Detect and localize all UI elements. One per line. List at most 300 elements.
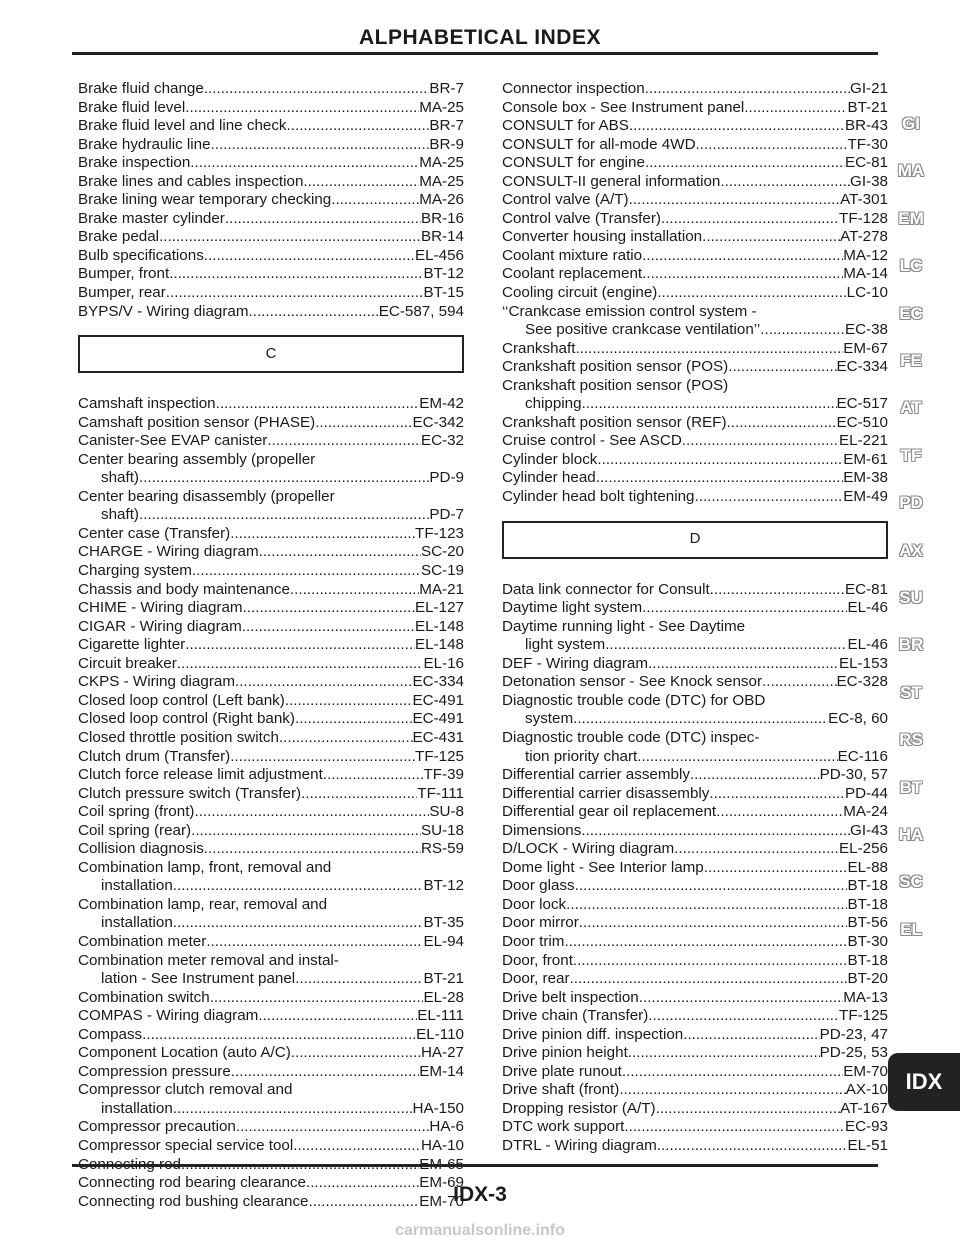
section-tab[interactable]: HA <box>898 825 924 844</box>
index-entry[interactable] <box>78 933 464 952</box>
active-section-tab[interactable]: IDX <box>888 1053 960 1111</box>
index-entry[interactable] <box>78 859 464 896</box>
index-entry[interactable] <box>502 80 888 99</box>
dot-leader <box>573 710 828 729</box>
entry-title-line: Diagnostic trouble code (DTC) inspec- <box>502 728 760 746</box>
section-tab[interactable]: SU <box>899 588 923 607</box>
entry-title: CONSULT for engine <box>502 154 645 172</box>
entry-title: Cruise control - See ASCD <box>502 432 682 450</box>
index-entry[interactable] <box>78 599 464 618</box>
page-reference: SU-18 <box>420 821 464 839</box>
dot-leader <box>142 1026 416 1045</box>
dot-leader <box>605 636 847 655</box>
entry-title: Differential gear oil replacement <box>502 803 717 821</box>
index-entry[interactable] <box>78 247 464 266</box>
section-tab[interactable]: RS <box>899 730 923 750</box>
entry-title: CHARGE - Wiring diagram <box>78 543 259 561</box>
entry-title: COMPAS - Wiring diagram <box>78 1007 259 1025</box>
index-entry[interactable] <box>78 636 464 655</box>
entry-title: Camshaft position sensor (PHASE) <box>78 413 316 431</box>
dot-leader <box>642 247 843 266</box>
page-reference: SC-20 <box>420 543 464 561</box>
index-entry[interactable] <box>78 303 464 322</box>
page-reference: EL-153 <box>839 654 888 672</box>
entry-title: Dimensions <box>502 821 582 839</box>
entry-title: Door trim <box>502 932 565 950</box>
page-reference: EL-46 <box>847 636 888 654</box>
index-entry[interactable] <box>502 432 888 451</box>
index-entry[interactable] <box>502 933 888 952</box>
page-reference: EM-14 <box>419 1062 464 1080</box>
entry-title: Coil spring (front) <box>78 803 195 821</box>
section-tab[interactable]: EL <box>900 919 922 939</box>
dot-leader <box>645 154 845 173</box>
index-entry[interactable] <box>78 581 464 600</box>
index-entry[interactable] <box>78 117 464 136</box>
dot-leader <box>291 1044 421 1063</box>
index-entry[interactable] <box>502 1100 888 1119</box>
entry-title-line: ‘‘Crankcase emission control system - <box>502 302 757 320</box>
page-reference: BT-21 <box>847 98 888 116</box>
section-tab[interactable]: FE <box>900 351 922 370</box>
index-entry[interactable] <box>502 692 888 729</box>
page-reference: MA-21 <box>419 580 464 598</box>
dot-leader <box>695 488 844 507</box>
index-entry[interactable] <box>502 154 888 173</box>
index-entry[interactable] <box>78 692 464 711</box>
dot-leader <box>290 581 419 600</box>
index-entry[interactable] <box>502 952 888 971</box>
dot-leader <box>622 1063 843 1082</box>
index-entry[interactable] <box>78 265 464 284</box>
entry-title: DEF - Wiring diagram <box>502 654 648 672</box>
entry-title: Brake pedal <box>78 228 160 246</box>
index-entry[interactable] <box>502 655 888 674</box>
index-entry[interactable] <box>502 729 888 766</box>
index-entry[interactable] <box>78 896 464 933</box>
page-reference: MA-25 <box>419 154 464 172</box>
dot-leader <box>285 692 413 711</box>
entry-title: Drive pinion diff. inspection <box>502 1025 684 1043</box>
entry-title: Cigarette lighter <box>78 636 186 654</box>
page-header: ALPHABETICAL INDEX <box>359 26 601 49</box>
page-reference: EM-61 <box>843 450 888 468</box>
entry-title-line: Combination lamp, rear, removal and <box>78 895 328 913</box>
page-reference: EL-94 <box>423 932 464 950</box>
page-reference: BT-21 <box>423 970 464 988</box>
index-entry[interactable] <box>78 395 464 414</box>
index-entry[interactable] <box>502 1081 888 1100</box>
dot-leader <box>225 210 421 229</box>
entry-title: Brake fluid level <box>78 98 186 116</box>
index-entry[interactable] <box>78 618 464 637</box>
dot-leader <box>192 562 421 581</box>
dot-leader <box>249 303 379 322</box>
page-reference: EC-491 <box>412 710 464 728</box>
index-entry[interactable] <box>502 766 888 785</box>
section-tab[interactable]: AX <box>899 540 923 560</box>
index-entry[interactable] <box>502 136 888 155</box>
index-entry[interactable] <box>78 191 464 210</box>
page-reference: GI-43 <box>850 821 888 839</box>
dot-leader <box>629 191 841 210</box>
index-entry[interactable] <box>502 581 888 600</box>
index-entry[interactable] <box>78 414 464 433</box>
section-tab[interactable]: ST <box>900 682 922 702</box>
index-entry[interactable] <box>78 748 464 767</box>
page-reference: EM-67 <box>843 339 888 357</box>
section-tab[interactable]: MA <box>897 161 925 181</box>
index-entry[interactable] <box>502 1063 888 1082</box>
page-reference: GI-21 <box>850 80 888 97</box>
index-entry[interactable] <box>78 154 464 173</box>
header-rule <box>72 52 878 55</box>
dot-leader <box>231 1063 419 1082</box>
page-reference: RS-59 <box>420 840 464 858</box>
page-reference: EC-93 <box>844 1118 888 1136</box>
page-reference: EL-88 <box>847 858 888 876</box>
dot-leader <box>619 1081 845 1100</box>
entry-title: Cylinder head bolt tightening <box>502 488 695 506</box>
entry-title: Console box - See Instrument panel <box>502 98 745 116</box>
dot-leader <box>596 469 844 488</box>
entry-title: See positive crankcase ventilation’’ <box>525 321 761 339</box>
dot-leader <box>716 803 843 822</box>
index-entry[interactable] <box>502 840 888 859</box>
section-tab[interactable]: AT <box>900 398 922 418</box>
index-entry[interactable] <box>78 710 464 729</box>
page-reference: MA-24 <box>843 803 888 821</box>
index-entry[interactable] <box>78 284 464 303</box>
entry-title: Crankshaft position sensor (POS) <box>502 358 729 376</box>
index-entry[interactable] <box>78 1044 464 1063</box>
index-entry[interactable] <box>502 284 888 303</box>
dot-leader <box>728 358 836 377</box>
index-entry[interactable] <box>78 1026 464 1045</box>
dot-leader <box>191 822 421 841</box>
entry-title: Coolant mixture ratio <box>502 246 643 264</box>
dot-leader <box>293 1137 421 1156</box>
index-entry[interactable] <box>78 840 464 859</box>
index-entry[interactable] <box>502 877 888 896</box>
index-entry[interactable] <box>502 228 888 247</box>
section-tab[interactable]: BT <box>899 777 923 797</box>
dot-leader <box>690 766 820 785</box>
index-entry[interactable] <box>78 989 464 1008</box>
page-reference: EC-328 <box>836 673 888 691</box>
index-entry[interactable] <box>502 210 888 229</box>
entry-title: Control valve (Transfer) <box>502 209 661 227</box>
page-reference: GI-38 <box>850 172 888 190</box>
page-reference: HA-10 <box>420 1136 464 1154</box>
entry-title: Drive plate runout <box>502 1062 622 1080</box>
index-column-right <box>502 80 888 1156</box>
entry-title: Differential carrier assembly <box>502 766 690 784</box>
entry-title: installation <box>101 1099 173 1117</box>
dot-leader <box>177 655 424 674</box>
dot-leader <box>173 914 424 933</box>
entry-title: Camshaft inspection <box>78 395 216 413</box>
index-entry[interactable] <box>78 822 464 841</box>
page-reference: AT-167 <box>840 1099 888 1117</box>
index-entry[interactable] <box>78 655 464 674</box>
entry-title-line: Combination meter removal and instal- <box>78 951 339 969</box>
page-reference: MA-25 <box>419 172 464 190</box>
index-entry[interactable] <box>502 618 888 655</box>
entry-title: Connector inspection <box>502 80 645 97</box>
index-entry[interactable] <box>78 136 464 155</box>
entry-title: Door mirror <box>502 914 579 932</box>
dot-leader <box>582 395 837 414</box>
entry-title-line: Crankshaft position sensor (POS) <box>502 376 729 394</box>
page-reference: TF-125 <box>415 747 464 765</box>
page-reference: TF-123 <box>415 524 464 542</box>
entry-title: Crankshaft <box>502 339 576 357</box>
dot-leader <box>295 970 423 989</box>
dot-leader <box>211 136 430 155</box>
dot-leader <box>642 265 843 284</box>
index-entry[interactable] <box>78 952 464 989</box>
entry-title: CHIME - Wiring diagram <box>78 599 243 617</box>
page-reference: BT-18 <box>847 895 888 913</box>
section-tab[interactable]: BR <box>898 635 924 655</box>
entry-title: installation <box>101 877 173 895</box>
dot-leader <box>702 228 840 247</box>
page-reference: BR-16 <box>420 209 464 227</box>
entry-title: CKPS - Wiring diagram <box>78 673 235 691</box>
dot-leader <box>575 877 848 896</box>
entry-title: CONSULT for all-mode 4WD <box>502 135 696 153</box>
entry-title: Connecting rod bearing clearance <box>78 1174 306 1192</box>
index-entry[interactable] <box>502 1137 888 1156</box>
index-entry[interactable] <box>502 1007 888 1026</box>
entry-title: Door, rear <box>502 970 570 988</box>
page-reference: BT-20 <box>847 970 888 988</box>
entry-title: Dropping resistor (A/T) <box>502 1099 656 1117</box>
page-reference: BT-35 <box>423 914 464 932</box>
page-reference: BR-14 <box>420 228 464 246</box>
entry-title-line: Daytime running light - See Daytime <box>502 617 746 635</box>
entry-title: system <box>525 710 574 728</box>
entry-title: D/LOCK - Wiring diagram <box>502 840 675 858</box>
dot-leader <box>303 173 419 192</box>
index-entry[interactable] <box>502 785 888 804</box>
index-entry[interactable] <box>502 989 888 1008</box>
entry-title: Component Location (auto A/C) <box>78 1044 291 1062</box>
entry-title: Connecting rod bushing clearance <box>78 1192 309 1210</box>
page-reference: EL-148 <box>415 617 464 635</box>
dot-leader <box>139 506 429 525</box>
dot-leader <box>323 766 424 785</box>
dot-leader <box>216 395 420 414</box>
index-entry[interactable] <box>78 1137 464 1156</box>
index-entry[interactable] <box>502 173 888 192</box>
index-entry[interactable] <box>78 488 464 525</box>
index-entry[interactable] <box>502 303 888 340</box>
dot-leader <box>575 340 843 359</box>
dot-leader <box>206 933 423 952</box>
entry-title: Dome light - See Interior lamp <box>502 858 704 876</box>
entry-title: Door lock <box>502 895 567 913</box>
dot-leader <box>331 191 419 210</box>
index-entry[interactable] <box>502 247 888 266</box>
index-entry[interactable] <box>78 173 464 192</box>
page-reference: EL-127 <box>415 599 464 617</box>
section-tab[interactable]: LC <box>899 256 923 276</box>
dot-leader <box>204 80 430 99</box>
page-reference: PD-30, 57 <box>819 766 888 784</box>
index-entry[interactable] <box>78 785 464 804</box>
index-entry[interactable] <box>502 859 888 878</box>
page-reference: EC-81 <box>844 154 888 172</box>
index-entry[interactable] <box>502 970 888 989</box>
dot-leader <box>166 284 424 303</box>
page-reference: EM-49 <box>843 488 888 506</box>
page-reference: EC-517 <box>836 395 888 413</box>
index-entry[interactable] <box>502 265 888 284</box>
entry-title: Combination meter <box>78 932 207 950</box>
entry-title: Brake master cylinder <box>78 209 225 227</box>
index-entry[interactable] <box>502 414 888 433</box>
page-number: IDX-3 <box>453 1183 507 1206</box>
dot-leader <box>674 840 839 859</box>
index-entry[interactable] <box>78 451 464 488</box>
index-entry[interactable] <box>502 599 888 618</box>
index-entry[interactable] <box>502 822 888 841</box>
page-reference: EL-148 <box>415 636 464 654</box>
dot-leader <box>704 859 848 878</box>
index-entry[interactable] <box>78 1007 464 1026</box>
dot-leader <box>190 154 419 173</box>
index-entry[interactable] <box>502 358 888 377</box>
section-tab[interactable]: EC <box>899 303 923 323</box>
page-reference: BT-18 <box>847 951 888 969</box>
entry-title: Cooling circuit (engine) <box>502 284 658 302</box>
entry-title: BYPS/V - Wiring diagram <box>78 302 249 320</box>
index-entry[interactable] <box>78 99 464 118</box>
section-tab[interactable]: TF <box>900 445 922 465</box>
dot-leader <box>579 914 848 933</box>
section-tab[interactable]: PD <box>899 493 923 513</box>
index-entry[interactable] <box>502 1118 888 1137</box>
dot-leader <box>656 1100 841 1119</box>
index-entry[interactable] <box>78 766 464 785</box>
dot-leader <box>570 970 848 989</box>
index-entry[interactable] <box>78 1118 464 1137</box>
entry-title: Clutch force release limit adjustment <box>78 766 323 784</box>
entry-title: Brake inspection <box>78 154 191 172</box>
index-entry[interactable] <box>78 228 464 247</box>
index-entry[interactable] <box>78 1063 464 1082</box>
page-reference: TF-30 <box>847 135 888 153</box>
index-entry[interactable] <box>78 562 464 581</box>
entry-title: Charging system <box>78 562 192 580</box>
dot-leader <box>624 1118 845 1137</box>
entry-title: Chassis and body maintenance <box>78 580 290 598</box>
page-reference: EM-70 <box>843 1062 888 1080</box>
dot-leader <box>710 581 845 600</box>
page-reference: BT-12 <box>423 877 464 895</box>
page-reference: EL-28 <box>423 988 464 1006</box>
section-tab[interactable]: GI <box>902 114 920 133</box>
section-tab[interactable]: EM <box>898 208 924 228</box>
page-reference: TF-125 <box>839 1007 888 1025</box>
index-entry[interactable] <box>78 432 464 451</box>
dot-leader <box>564 933 847 952</box>
index-entry[interactable] <box>502 340 888 359</box>
entry-title: shaft) <box>101 506 139 524</box>
watermark: carmanualsonline.info <box>395 1222 565 1239</box>
index-entry[interactable] <box>78 803 464 822</box>
index-entry[interactable] <box>78 729 464 748</box>
index-entry[interactable] <box>502 451 888 470</box>
index-entry[interactable] <box>78 673 464 692</box>
page-reference: AT-278 <box>840 228 888 246</box>
index-entry[interactable] <box>502 896 888 915</box>
index-entry[interactable] <box>502 1044 888 1063</box>
dot-leader <box>230 525 415 544</box>
dot-leader <box>267 432 421 451</box>
index-column-left <box>78 80 464 1211</box>
page-reference: TF-39 <box>423 766 464 784</box>
index-entry[interactable] <box>502 488 888 507</box>
index-entry[interactable] <box>502 117 888 136</box>
page-reference: BT-56 <box>847 914 888 932</box>
page-reference: EC-334 <box>412 673 464 691</box>
index-entry[interactable] <box>78 1081 464 1118</box>
index-entry[interactable] <box>502 1026 888 1045</box>
page-reference: EC-587, 594 <box>378 302 464 320</box>
dot-leader <box>173 1100 413 1119</box>
entry-title: Door glass <box>502 877 575 895</box>
index-entry[interactable] <box>502 914 888 933</box>
index-entry[interactable] <box>502 99 888 118</box>
index-entry[interactable] <box>78 543 464 562</box>
entry-title: Bumper, rear <box>78 284 166 302</box>
index-entry[interactable] <box>502 803 888 822</box>
entry-title: Coolant replacement <box>502 265 643 283</box>
entry-title: Differential carrier disassembly <box>502 784 710 802</box>
entry-title-line: Center bearing assembly (propeller <box>78 450 316 468</box>
index-entry[interactable] <box>502 673 888 692</box>
section-tab[interactable]: SC <box>899 872 923 892</box>
entry-title-line: Center bearing disassembly (propeller <box>78 487 335 505</box>
entry-title: Compressor precaution <box>78 1118 236 1136</box>
index-entry[interactable] <box>502 469 888 488</box>
index-entry[interactable] <box>502 377 888 414</box>
entry-title: Door, front <box>502 951 573 969</box>
entry-title: Data link connector for Consult <box>502 580 710 598</box>
index-entry[interactable] <box>78 210 464 229</box>
page-reference: BR-7 <box>429 117 464 135</box>
dot-leader <box>204 247 415 266</box>
page-reference: BT-15 <box>423 284 464 302</box>
dot-leader <box>720 173 850 192</box>
index-entry[interactable] <box>78 80 464 99</box>
dot-leader <box>139 469 429 488</box>
index-entry[interactable] <box>78 525 464 544</box>
page-reference: EC-8, 60 <box>828 710 888 728</box>
page-reference: PD-7 <box>429 506 464 524</box>
entry-title: installation <box>101 914 173 932</box>
dot-leader <box>709 785 845 804</box>
dot-leader <box>683 1026 819 1045</box>
entry-title: Crankshaft position sensor (REF) <box>502 413 727 431</box>
page-reference: EC-491 <box>412 691 464 709</box>
dot-leader <box>287 117 430 136</box>
page-reference: EC-334 <box>836 358 888 376</box>
index-entry[interactable] <box>502 191 888 210</box>
